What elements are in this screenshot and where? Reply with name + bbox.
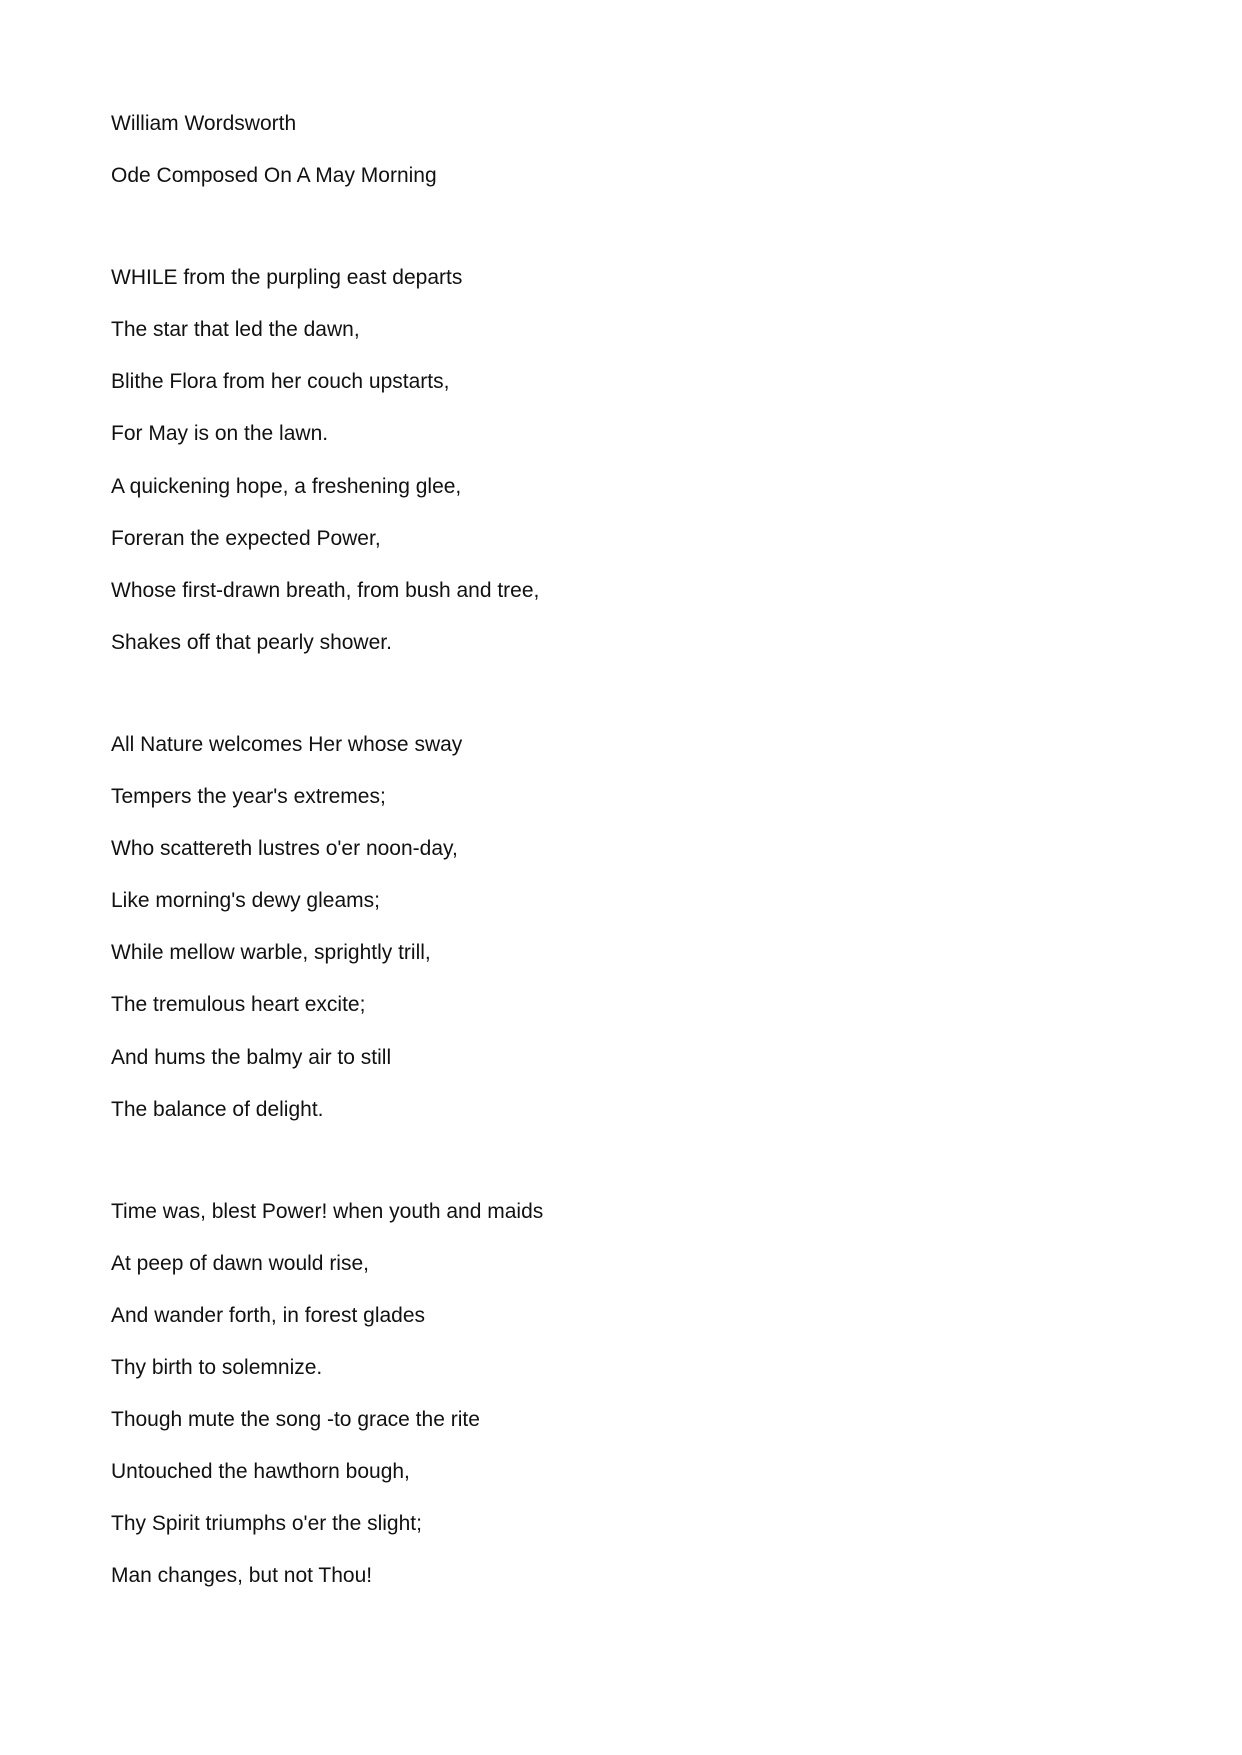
stanza-3 (111, 1198, 1161, 1615)
stanza-gap (111, 1148, 1161, 1198)
poem-line: WHILE from the purpling east departs (111, 266, 463, 290)
poem-line: Whose first-drawn breath, from bush and tree, (111, 578, 540, 602)
poem-line: Blithe Flora from her couch upstarts, (111, 370, 450, 394)
poem-line: Shakes off that pearly shower. (111, 630, 392, 654)
poem-line: All Nature welcomes Her whose sway (111, 732, 463, 756)
poem-line: Time was, blest Power! when youth and maids (111, 1199, 544, 1223)
stanza-gap (111, 214, 1161, 264)
poem-line: And wander forth, in forest glades (111, 1303, 426, 1327)
stanza-1 (111, 264, 1161, 681)
poem-line: Thy birth to solemnize. (111, 1355, 323, 1379)
poem-line: Man changes, but not Thou! (111, 1564, 373, 1588)
poem-line: Like morning's dewy gleams; (111, 889, 380, 913)
poem-line: Though mute the song -to grace the rite (111, 1408, 480, 1432)
poem-text (111, 110, 1161, 1614)
poem-line: Tempers the year's extremes; (111, 785, 386, 809)
poem-line: Thy Spirit triumphs o'er the slight; (111, 1512, 422, 1536)
poem-line: At peep of dawn would rise, (111, 1251, 369, 1275)
poem-line: Who scattereth lustres o'er noon-day, (111, 837, 458, 861)
author-name: William Wordsworth (111, 112, 297, 135)
stanza-2 (111, 731, 1161, 1148)
poem-line: The star that led the dawn, (111, 318, 360, 342)
poem-title: Ode Composed On A May Morning (111, 164, 437, 188)
poem-line: And hums the balmy air to still (111, 1045, 392, 1069)
poem-line: The balance of delight. (111, 1097, 324, 1121)
poem-line: For May is on the lawn. (111, 422, 329, 446)
poem-line: The tremulous heart excite; (111, 993, 366, 1017)
poem-line: While mellow warble, sprightly trill, (111, 941, 431, 965)
poem-line: Untouched the hawthorn bough, (111, 1460, 410, 1484)
poem-line: Foreran the expected Power, (111, 526, 381, 550)
stanza-gap (111, 681, 1161, 731)
poem-line: A quickening hope, a freshening glee, (111, 474, 462, 498)
